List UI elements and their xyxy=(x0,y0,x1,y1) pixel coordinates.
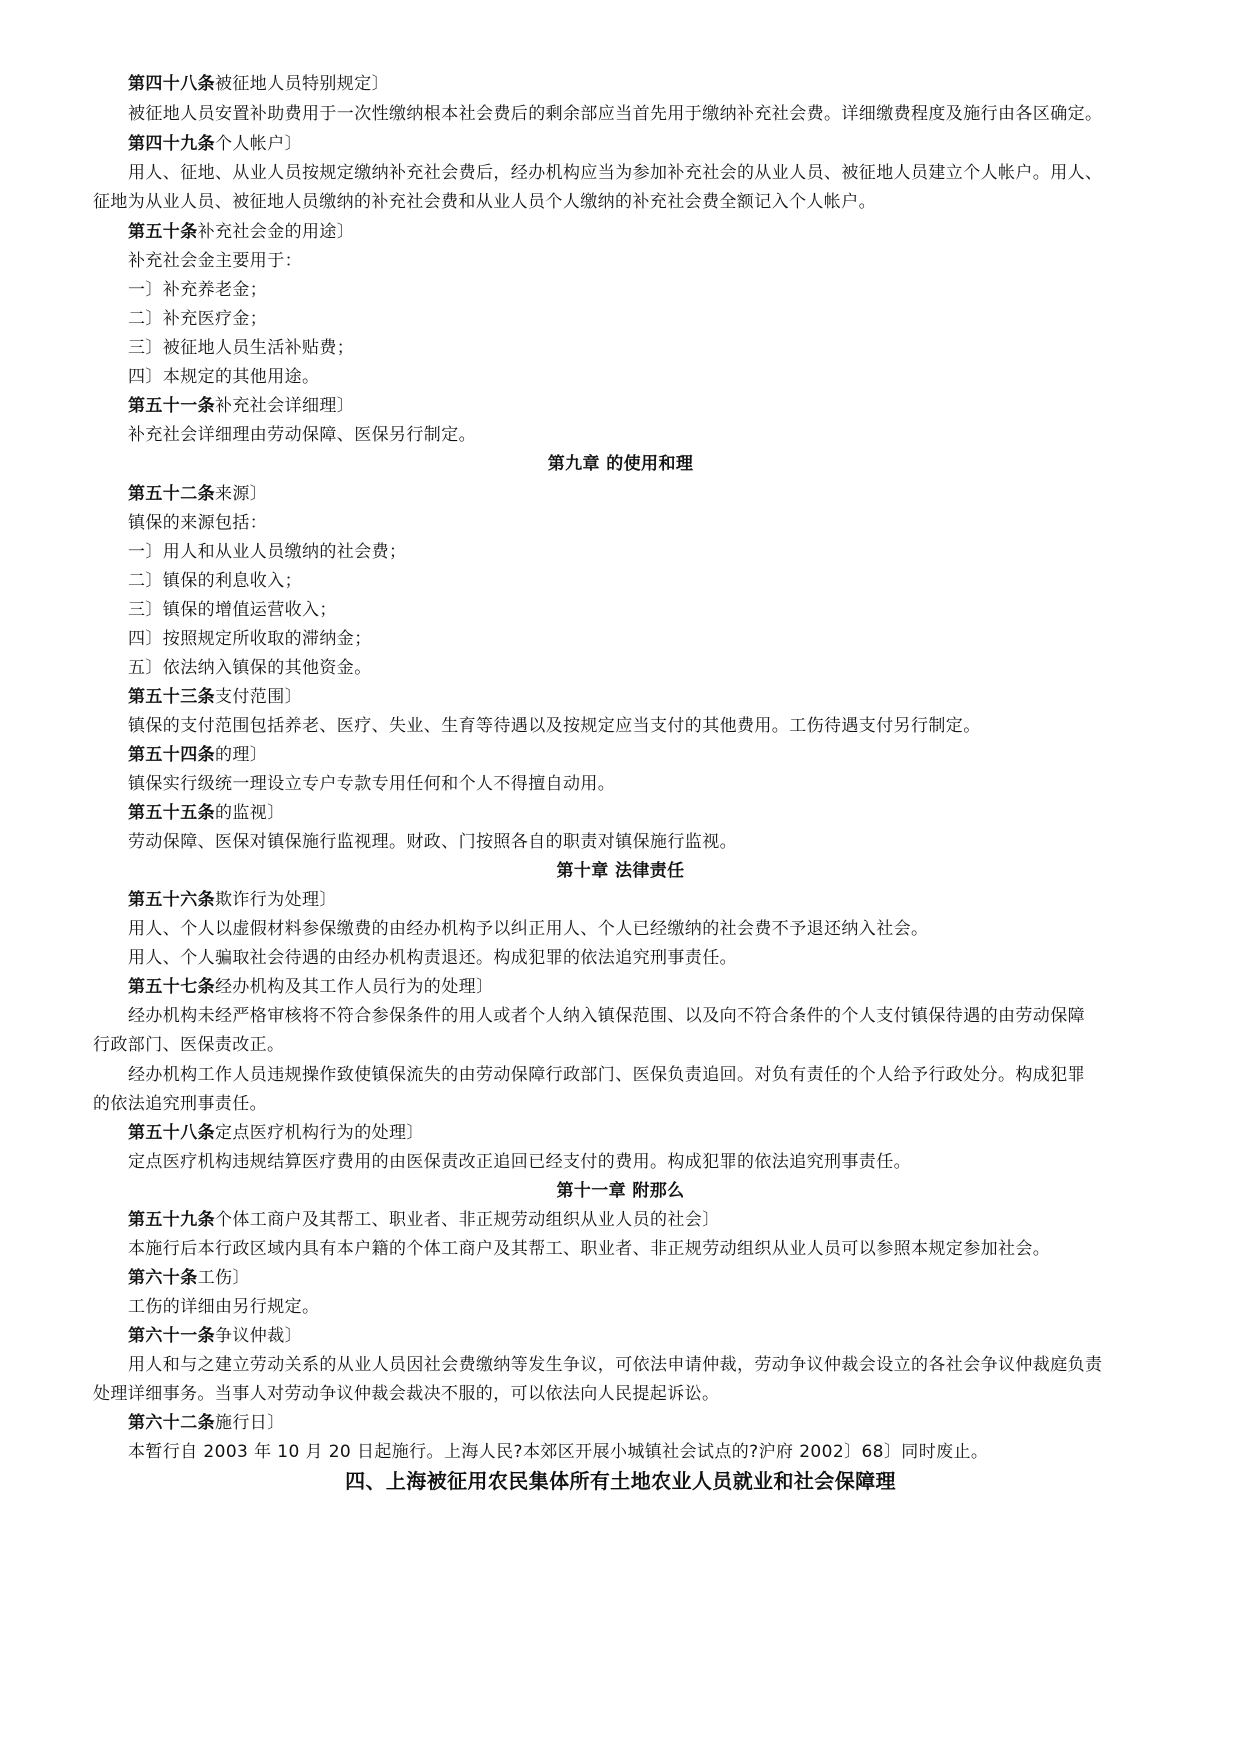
article-49-heading: 第四十九条个人帐户〕 xyxy=(128,134,302,154)
article-62-heading: 第六十二条施行日〕 xyxy=(128,1413,285,1433)
chapter-11-title: 第十一章 附那么 xyxy=(556,1181,685,1201)
paragraph: 镇保的来源包括： xyxy=(128,513,268,533)
chapter-9-title: 第九章 的使用和理 xyxy=(547,454,694,474)
article-56-heading: 第五十六条欺诈行为处理〕 xyxy=(128,890,337,910)
list-item: 一〕补充养老金； xyxy=(128,280,268,300)
paragraph: 用人、个人以虚假材料参保缴费的由经办机构予以纠正用人、个人已经缴纳的社会费不予退还纳入社会。 xyxy=(128,919,929,939)
article-61-heading: 第六十一条争议仲裁〕 xyxy=(128,1326,302,1346)
list-item: 四〕按照规定所收取的滞纳金； xyxy=(128,629,372,649)
list-item: 二〕镇保的利息收入； xyxy=(128,571,302,591)
list-item: 三〕镇保的增值运营收入； xyxy=(128,600,337,620)
paragraph: 工伤的详细由另行规定。 xyxy=(128,1297,320,1317)
list-item: 三〕被征地人员生活补贴费； xyxy=(128,338,355,358)
article-54-heading: 第五十四条的理〕 xyxy=(128,745,268,765)
paragraph: 补充社会金主要用于： xyxy=(128,251,302,271)
article-59-heading: 第五十九条个体工商户及其帮工、职业者、非正规劳动组织从业人员的社会〕 xyxy=(128,1210,720,1230)
paragraph: 用人、个人骗取社会待遇的由经办机构责退还。构成犯罪的依法追究刑事责任。 xyxy=(128,948,737,968)
list-item: 五〕依法纳入镇保的其他资金。 xyxy=(128,658,372,678)
paragraph: 定点医疗机构违规结算医疗费用的由医保责改正追回已经支付的费用。构成犯罪的依法追究刑事责任。 xyxy=(128,1152,911,1172)
paragraph: 劳动保障、医保对镇保施行监视理。财政、门按照各自的职责对镇保施行监视。 xyxy=(128,832,737,852)
paragraph: 本暂行自 2003 年 10 月 20 日起施行。上海人民?本郊区开展小城镇社会试点的?沪府 2002〕68〕同时废止。 xyxy=(128,1442,989,1462)
paragraph: 本施行后本行政区域内具有本户籍的个体工商户及其帮工、职业者、非正规劳动组织从业人员可以参照本规定参加社会。 xyxy=(128,1239,1051,1259)
paragraph: 镇保实行级统一理设立专户专款专用任何和个人不得擅自动用。 xyxy=(128,774,616,794)
article-52-heading: 第五十二条来源〕 xyxy=(128,484,268,504)
paragraph: 镇保的支付范围包括养老、医疗、失业、生育等待遇以及按规定应当支付的其他费用。工伤待遇支付另行制定。 xyxy=(128,716,981,736)
paragraph-continuation: 处理详细事务。当事人对劳动争议仲裁会裁决不服的，可以依法向人民提起诉讼。 xyxy=(93,1384,720,1404)
paragraph-continuation: 征地为从业人员、被征地人员缴纳的补充社会费和从业人员个人缴纳的补充社会费全额记入个人帐户。 xyxy=(93,192,876,212)
article-48-heading: 第四十八条被征地人员特别规定〕 xyxy=(128,74,389,94)
paragraph: 用人、征地、从业人员按规定缴纳补充社会费后，经办机构应当为参加补充社会的从业人员、被征地人员建立个人帐户。用人、 xyxy=(128,163,1103,183)
paragraph: 经办机构工作人员违规操作致使镇保流失的由劳动保障行政部门、医保负责追回。对负有责任的个人给予行政处分。构成犯罪 xyxy=(128,1065,1085,1085)
article-51-heading: 第五十一条补充社会详细理〕 xyxy=(128,396,355,416)
paragraph-continuation: 的依法追究刑事责任。 xyxy=(93,1094,267,1114)
list-item: 四〕本规定的其他用途。 xyxy=(128,367,320,387)
chapter-10-title: 第十章 法律责任 xyxy=(556,861,685,881)
paragraph-continuation: 行政部门、医保责改正。 xyxy=(93,1035,285,1055)
article-58-heading: 第五十八条定点医疗机构行为的处理〕 xyxy=(128,1123,424,1143)
article-55-heading: 第五十五条的监视〕 xyxy=(128,803,285,823)
list-item: 二〕补充医疗金； xyxy=(128,309,268,329)
paragraph: 用人和与之建立劳动关系的从业人员因社会费缴纳等发生争议，可依法申请仲裁，劳动争议仲裁会设立的各社会争议仲裁庭负责 xyxy=(128,1355,1103,1375)
paragraph: 经办机构未经严格审核将不符合参保条件的用人或者个人纳入镇保范围、以及向不符合条件的个人支付镇保待遇的由劳动保障 xyxy=(128,1006,1085,1026)
article-60-heading: 第六十条工伤〕 xyxy=(128,1268,250,1288)
paragraph: 补充社会详细理由劳动保障、医保另行制定。 xyxy=(128,425,476,445)
article-57-heading: 第五十七条经办机构及其工作人员行为的处理〕 xyxy=(128,977,494,997)
article-53-heading: 第五十三条支付范围〕 xyxy=(128,687,302,707)
paragraph: 被征地人员安置补助费用于一次性缴纳根本社会费后的剩余部应当首先用于缴纳补充社会费。详细缴费程度及施行由各区确定。 xyxy=(128,104,1103,124)
list-item: 一〕用人和从业人员缴纳的社会费； xyxy=(128,542,407,562)
section-4-title: 四、上海被征用农民集体所有土地农业人员就业和社会保障理 xyxy=(345,1469,896,1493)
article-50-heading: 第五十条补充社会金的用途〕 xyxy=(128,222,355,242)
